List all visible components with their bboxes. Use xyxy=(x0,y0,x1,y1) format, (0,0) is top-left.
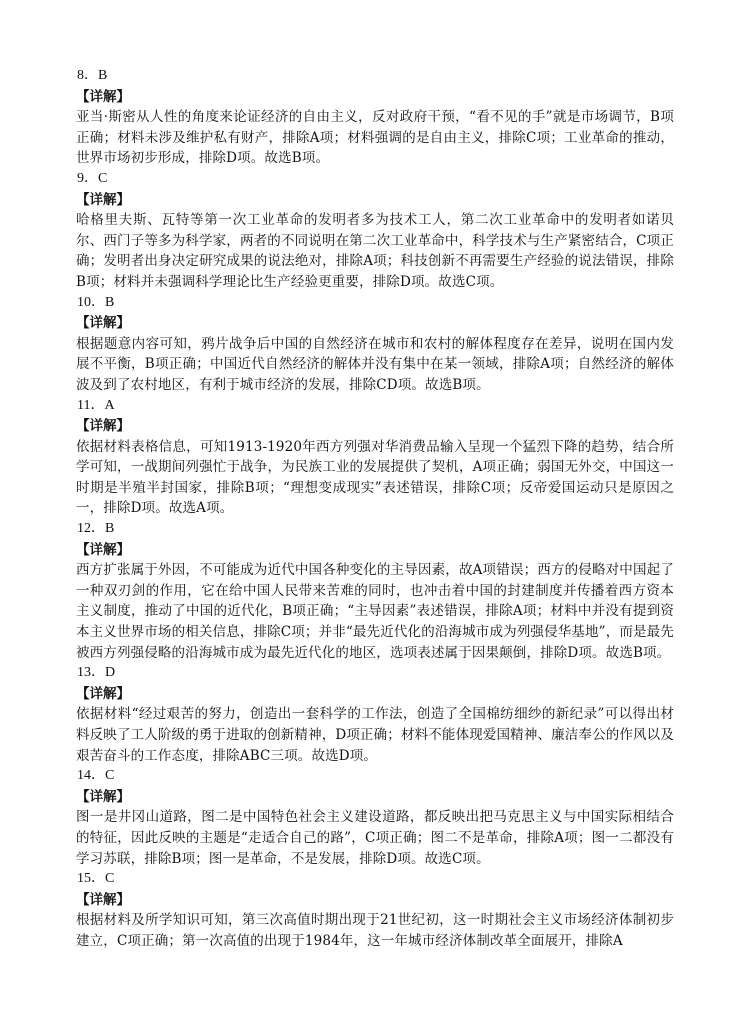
answer-item-11 xyxy=(76,396,674,520)
detail-label: 【详解】 xyxy=(76,541,130,558)
explanation-text: 西方扩张属于外因，不可能成为近代中国各种变化的主导因素，故A项错误；西方的侵略对中国起了一种双刃剑的作用，它在给中国人民带来苦难的同时，也冲击着中国的封建制度并传播着西方资本主义制度，推动了中国的近代化，B项正确；“主导因素”表述错误，排除A项；材料中并没有提到资本主义世界市场的相关信息，排除C项；并非“最先近代化的沿海城市成为列强侵华基地”，而是最先被西方列强侵略的沿海城市成为最先近代化的地区，选项表述属于因果颠倒，排除D项。故选B项。 xyxy=(76,562,674,661)
answer-item-14 xyxy=(76,766,674,869)
answer-item-12 xyxy=(76,519,674,663)
detail-label: 【详解】 xyxy=(76,685,130,702)
question-number: 10．B xyxy=(77,294,115,310)
explanation-text: 哈格里夫斯、瓦特等第一次工业革命的发明者多为技术工人，第二次工业革命中的发明者如诺贝尔、西门子等多为科学家，两者的不同说明在第二次工业革命中，科学技术与生产紧密结合，C项正确；发明者出身决定研究成果的说法绝对，排除A项；科技创新不再需要生产经验的说法错误，排除B项；材料并未强调科学理论比生产经验更重要，排除D项。故选C项。 xyxy=(76,212,674,290)
explanation-text: 根据材料及所学知识可知，第三次高值时期出现于21世纪初，这一时期社会主义市场经济体制初步建立，C项正确；第一次高值的出现于1984年，这一年城市经济体制改革全面展开，排除A xyxy=(76,912,674,949)
explanation-text: 图一是井冈山道路，图二是中国特色社会主义建设道路，都反映出把马克思主义与中国实际相结合的特征，因此反映的主题是“走适合自己的路”，C项正确；图二不是革命，排除A项；图一二都没有学习苏联，排除B项；图一是革命，不是发展，排除D项。故选C项。 xyxy=(76,809,674,867)
question-number: 12．B xyxy=(77,521,115,537)
detail-label: 【详解】 xyxy=(76,891,130,908)
question-number: 14．C xyxy=(77,768,115,784)
detail-label: 【详解】 xyxy=(76,788,130,805)
detail-label: 【详解】 xyxy=(76,88,130,105)
answer-item-9 xyxy=(76,169,674,293)
answer-item-15 xyxy=(76,869,674,951)
detail-label: 【详解】 xyxy=(76,191,130,208)
question-number: 13．D xyxy=(77,665,116,681)
answer-document xyxy=(76,66,674,952)
explanation-text: 亚当·斯密从人性的角度来论证经济的自由主义，反对政府干预，“看不见的手”就是市场调节，B项正确；材料未涉及维护私有财产，排除A项；材料强调的是自由主义，排除C项；工业革命的推动，世界市场初步形成，排除D项。故选B项。 xyxy=(76,109,674,167)
explanation-text: 依据材料表格信息，可知1913-1920年西方列强对华消费品输入呈现一个猛烈下降的趋势，结合所学可知，一战期间列强忙于战争，为民族工业的发展提供了契机，A项正确；弱国无外交，中国这一时期是半殖半封国家，排除B项；“理想变成现实”表述错误，排除C项；反帝爱国运动只是原因之一，排除D项。故选A项。 xyxy=(76,438,674,517)
explanation-text: 依据材料“经过艰苦的努力，创造出一套科学的工作法，创造了全国棉纺细纱的新纪录”可以得出材料反映了工人阶级的勇于进取的创新精神，D项正确；材料不能体现爱国精神、廉洁奉公的作风以及艰苦奋斗的工作态度，排除ABC三项。故选D项。 xyxy=(76,706,674,764)
answer-item-10 xyxy=(76,293,674,396)
answer-item-13 xyxy=(76,663,674,766)
question-number: 8．B xyxy=(77,68,108,83)
answer-item-8 xyxy=(76,66,674,169)
detail-label: 【详解】 xyxy=(76,315,130,332)
question-number: 9．C xyxy=(77,170,108,186)
question-number: 11．A xyxy=(77,397,115,413)
detail-label: 【详解】 xyxy=(76,418,130,435)
question-number: 15．C xyxy=(77,871,115,887)
explanation-text: 根据题意内容可知，鸦片战争后中国的自然经济在城市和农村的解体程度存在差异，说明在国内发展不平衡，B项正确；中国近代自然经济的解体并没有集中在某一领域，排除A项；自然经济的解体波及到了农村地区，有利于城市经济的发展，排除CD项。故选B项。 xyxy=(76,335,674,393)
